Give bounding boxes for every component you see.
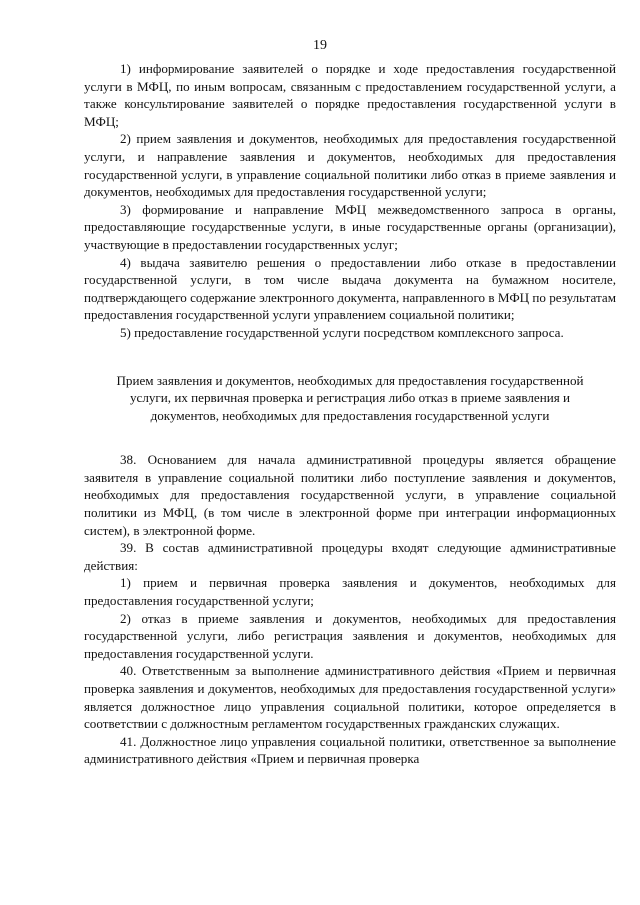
list-item: 3) формирование и направление МФЦ межведомственного запроса в органы, предоставляющие государственные услуги, в иные государственные органы (организации), участвующие в предоставлении государственных услуг; [84, 201, 616, 252]
paragraph-41: 41. Должностное лицо управления социальной политики, ответственное за выполнение административного действия «Прием и первичная проверка [84, 733, 616, 767]
page-number: 19 [313, 38, 327, 53]
section-heading: Прием заявления и документов, необходимых для предоставления государственной услуги, их первичная проверка и регистрация либо отказ в приеме заявления и документов, необходимых для предоставления государственной услуги [116, 372, 584, 423]
list-item: 1) информирование заявителей о порядке и ходе предоставления государственной услуги в МФЦ, по иным вопросам, связанным с предоставлением государственной услуги, а также консультирование заявителей о порядке предоставления государственной услуги в МФЦ; [84, 61, 616, 129]
paragraph-40: 40. Ответственным за выполнение административного действия «Прием и первичная проверка заявления и документов, необходимых для предоставления государственной услуги» является должностное лицо управления социальной политики, которое определяется в соответствии с должностным регламентом государственных гражданских служащих. [84, 663, 616, 732]
paragraph-38: 38. Основанием для начала административной процедуры является обращение заявителя в управление социальной политики либо поступление заявления и документов, необходимых для предоставления государственной услуги, в управление социальной политики из МФЦ, (в том числе в электронной форме при интеграции информационных систем), в электронной форме. [84, 452, 616, 538]
list-item: 4) выдача заявителю решения о предоставлении либо отказе в предоставлении государственной услуги, в том числе выдача документа на бумажном носителе, подтверждающего содержание электронного документа, направленного в МФЦ по результатам предоставления государственной услуги управлением социальной политики; [84, 254, 616, 323]
list-item: 1) прием и первичная проверка заявления и документов, необходимых для предоставления государственной услуги; [84, 575, 616, 609]
document-body [84, 60, 616, 768]
paragraph-39: 39. В состав административной процедуры входят следующие административные действия: [84, 540, 616, 573]
list-item: 5) предоставление государственной услуги посредством комплексного запроса. [120, 324, 564, 340]
list-item: 2) отказ в приеме заявления и документов, необходимых для предоставления государственной услуги, либо регистрация заявления и документов, необходимых для предоставления государственной услуги. [84, 610, 616, 661]
list-item: 2) прием заявления и документов, необходимых для предоставления государственной услуги, и направление заявления и документов, необходимых для предоставления государственной услуги, в управление социальной политики либо отказ в приеме заявления и документов, необходимых для предоставления государственной услуги; [84, 131, 616, 200]
